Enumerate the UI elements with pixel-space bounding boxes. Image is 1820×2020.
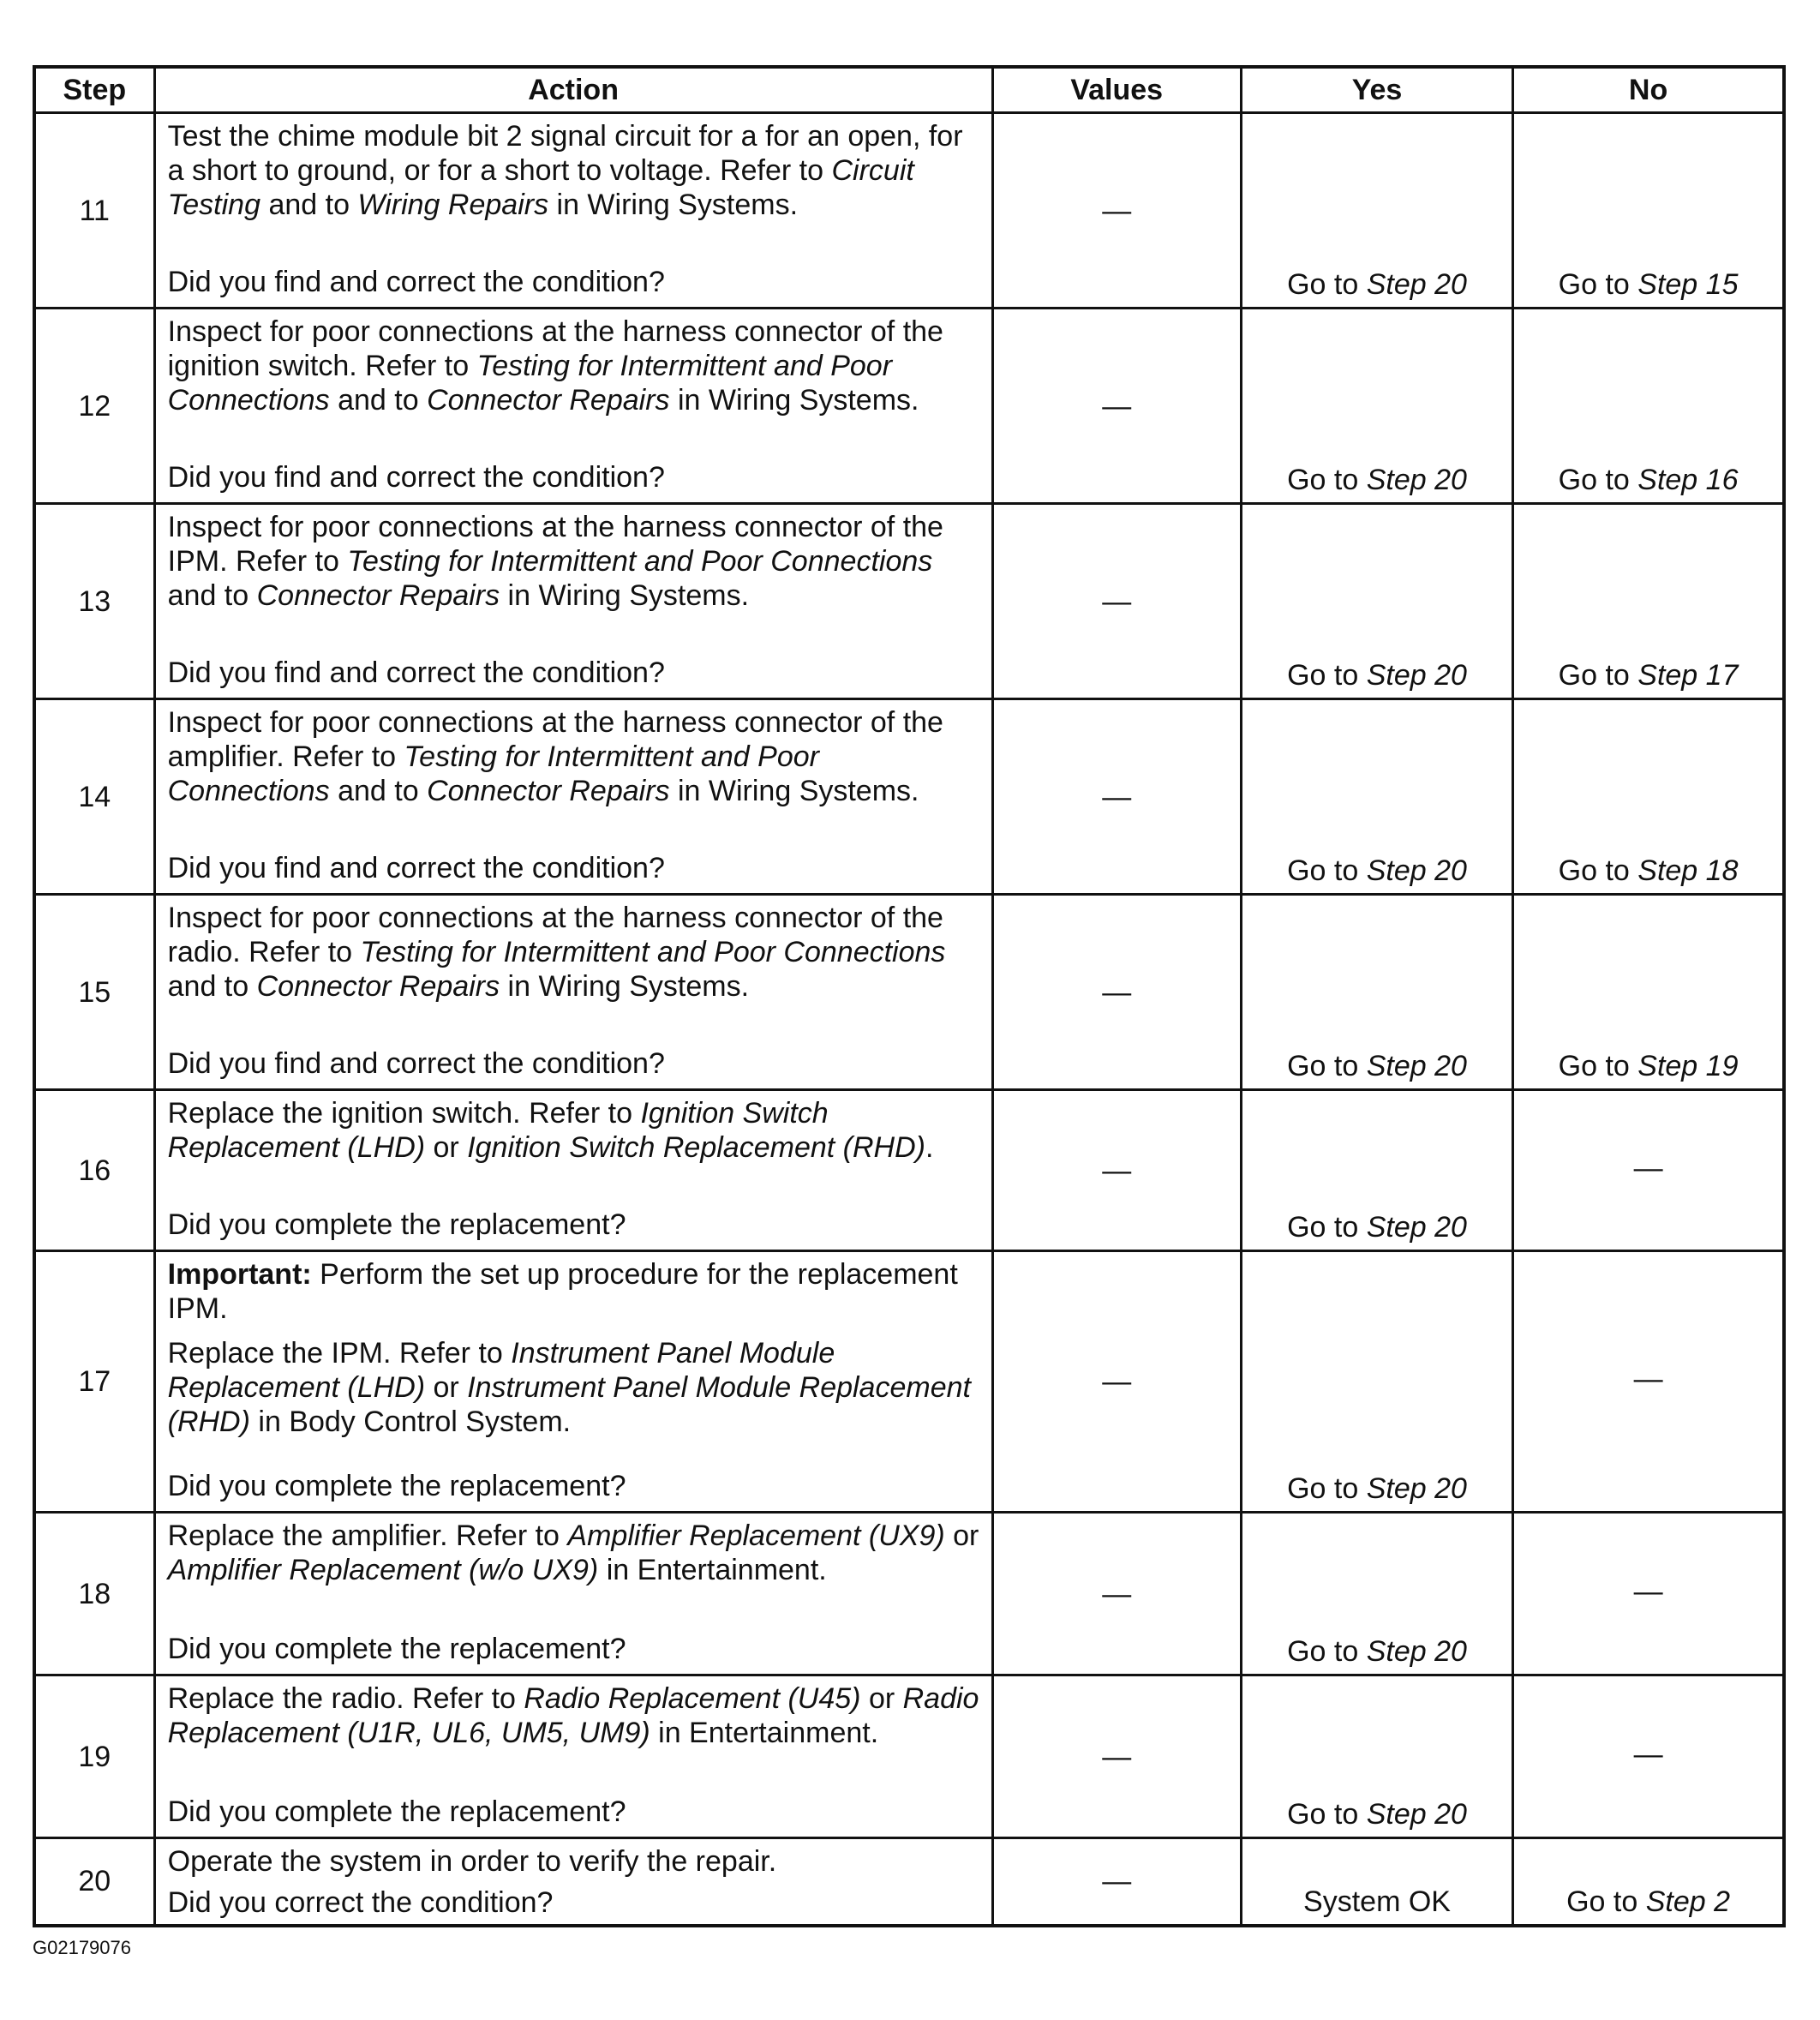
step-number: 11 — [34, 113, 154, 309]
reference-link-text: Circuit Testing — [167, 154, 914, 221]
action-paragraph — [168, 510, 983, 613]
values-cell: — — [992, 309, 1241, 504]
goto-step-reference: Step 18 — [1637, 854, 1739, 887]
no-outcome — [1513, 895, 1784, 1090]
header-yes: Yes — [1241, 67, 1512, 113]
action-text-segment: in Wiring Systems. — [500, 579, 750, 612]
action-question: Did you correct the condition? — [167, 1886, 554, 1919]
action-paragraph — [168, 1519, 983, 1587]
action-cell — [154, 1251, 992, 1513]
step-number: 13 — [34, 504, 154, 699]
goto-label: Go to — [1558, 659, 1638, 692]
reference-link-text: Testing for Intermittent and Poor Connections — [167, 740, 819, 807]
yes-outcome — [1241, 309, 1512, 504]
figure-id: G02179076 — [33, 1937, 131, 1958]
goto-step-reference: Step 20 — [1366, 1211, 1467, 1244]
goto-step — [1287, 659, 1467, 692]
action-cell — [154, 1675, 992, 1838]
goto-step-reference: Step 20 — [1366, 659, 1467, 692]
action-text — [168, 1844, 983, 1879]
goto-step-reference: Step 16 — [1637, 464, 1739, 496]
header-action: Action — [154, 67, 992, 113]
action-cell — [154, 504, 992, 699]
reference-link-text: Connector Repairs — [256, 579, 500, 612]
action-text — [168, 315, 983, 417]
goto-step-reference: Step 20 — [1366, 1798, 1467, 1831]
goto-step — [1566, 1885, 1730, 1918]
goto-label: Go to — [1558, 268, 1638, 301]
reference-link-text: Instrument Panel Module Replacement (RHD) — [167, 1371, 971, 1438]
action-text-segment: Inspect for poor connections at the harness connector of the IPM. Refer to — [167, 511, 943, 578]
action-question: Did you find and correct the condition? — [167, 656, 665, 689]
action-paragraph — [168, 315, 983, 417]
values-cell: — — [992, 504, 1241, 699]
reference-link-text: Instrument Panel Module Replacement (LHD) — [167, 1337, 835, 1404]
goto-label: Go to — [1287, 268, 1367, 301]
goto-step — [1287, 1472, 1467, 1505]
action-question: Did you find and correct the condition? — [167, 266, 665, 298]
goto-label: Go to — [1566, 1885, 1646, 1918]
yes-outcome — [1241, 1675, 1512, 1838]
goto-step-reference: Step 20 — [1366, 268, 1467, 301]
action-paragraph — [168, 1257, 983, 1326]
table-row — [34, 309, 1784, 504]
header-row — [34, 67, 1784, 113]
important-label: Important: — [167, 1258, 312, 1291]
goto-step — [1287, 1211, 1467, 1244]
action-text-segment: Inspect for poor connections at the harness connector of the ignition switch. Refer to — [167, 315, 943, 382]
action-text-segment: Perform the set up procedure for the replacement IPM. — [167, 1258, 958, 1325]
action-content — [156, 1676, 991, 1834]
goto-label: Go to — [1287, 854, 1367, 887]
header-values: Values — [992, 67, 1241, 113]
goto-step-reference: Step 19 — [1637, 1050, 1739, 1082]
no-outcome: — — [1513, 1251, 1784, 1513]
yes-outcome — [1241, 699, 1512, 895]
goto-step — [1287, 268, 1467, 301]
reference-link-text: Testing for Intermittent and Poor Connections — [347, 545, 933, 578]
goto-step-reference: Step 20 — [1366, 1472, 1467, 1505]
step-number: 16 — [34, 1090, 154, 1251]
action-text-segment: in Body Control System. — [249, 1406, 572, 1438]
reference-link-text: Connector Repairs — [427, 775, 670, 807]
yes-outcome — [1241, 1251, 1512, 1513]
goto-step — [1559, 268, 1739, 301]
action-text-segment: Replace the amplifier. Refer to — [167, 1519, 568, 1552]
no-outcome — [1513, 309, 1784, 504]
goto-step-reference: Step 15 — [1637, 268, 1739, 301]
goto-label: Go to — [1287, 1472, 1367, 1505]
values-cell: — — [992, 895, 1241, 1090]
goto-step-reference: Step 20 — [1366, 1635, 1467, 1668]
reference-link-text: Radio Replacement (U45) — [524, 1682, 861, 1715]
no-outcome — [1513, 699, 1784, 895]
action-content — [156, 1091, 991, 1247]
step-number: 14 — [34, 699, 154, 895]
goto-step-reference: Step 20 — [1366, 464, 1467, 496]
step-number: 12 — [34, 309, 154, 504]
action-text-segment: or — [944, 1519, 979, 1552]
action-question: Did you find and correct the condition? — [167, 1047, 665, 1080]
reference-link-text: Amplifier Replacement (UX9) — [567, 1519, 945, 1552]
step-number: 17 — [34, 1251, 154, 1513]
action-paragraph — [168, 1096, 983, 1165]
reference-link-text: Ignition Switch Replacement (RHD) — [467, 1131, 925, 1164]
action-paragraph — [168, 1681, 983, 1750]
action-text — [168, 119, 983, 222]
action-question: Did you complete the replacement? — [167, 1795, 626, 1828]
goto-step — [1559, 659, 1739, 692]
no-outcome — [1513, 113, 1784, 309]
values-cell: — — [992, 1675, 1241, 1838]
action-text-segment: or — [425, 1131, 468, 1164]
goto-step — [1559, 854, 1739, 887]
action-text — [168, 1519, 983, 1587]
goto-label: Go to — [1558, 854, 1638, 887]
step-number: 18 — [34, 1513, 154, 1675]
values-cell: — — [992, 1838, 1241, 1926]
no-outcome: — — [1513, 1513, 1784, 1675]
action-text-segment: in Wiring Systems. — [669, 384, 919, 417]
action-text-segment: and to — [329, 384, 428, 417]
action-text — [168, 510, 983, 613]
header-step: Step — [34, 67, 154, 113]
reference-link-text: Radio Replacement (U1R, UL6, UM5, UM9) — [167, 1682, 979, 1749]
goto-step — [1287, 1635, 1467, 1668]
goto-label: Go to — [1287, 464, 1367, 496]
values-cell: — — [992, 699, 1241, 895]
action-question: Did you find and correct the condition? — [167, 852, 665, 884]
reference-link-text: Ignition Switch Replacement (LHD) — [167, 1097, 829, 1164]
reference-link-text: Testing for Intermittent and Poor Connections — [167, 350, 893, 417]
goto-label: Go to — [1558, 1050, 1638, 1082]
values-cell: — — [992, 1251, 1241, 1513]
action-content — [156, 700, 991, 890]
action-text-segment: in Wiring Systems. — [548, 189, 799, 221]
action-content — [156, 505, 991, 695]
table-row — [34, 113, 1784, 309]
action-paragraph — [168, 1844, 983, 1879]
action-cell — [154, 699, 992, 895]
goto-step — [1287, 1050, 1467, 1082]
goto-label: Go to — [1558, 464, 1638, 496]
reference-link-text: Connector Repairs — [256, 970, 500, 1003]
goto-step — [1559, 1050, 1739, 1082]
goto-label: Go to — [1287, 1798, 1367, 1831]
action-content — [156, 309, 991, 500]
action-cell — [154, 309, 992, 504]
action-text-segment: in Entertainment. — [598, 1554, 827, 1586]
no-outcome — [1513, 504, 1784, 699]
action-paragraph — [168, 901, 983, 1004]
table-row — [34, 1675, 1784, 1838]
goto-label: Go to — [1287, 1050, 1367, 1082]
table-row — [34, 1251, 1784, 1513]
no-outcome: — — [1513, 1090, 1784, 1251]
action-text-segment: in Wiring Systems. — [669, 775, 919, 807]
action-text — [168, 705, 983, 808]
goto-label: Go to — [1287, 659, 1367, 692]
action-text-segment: or — [425, 1371, 468, 1404]
action-paragraph — [168, 705, 983, 808]
reference-link-text: Connector Repairs — [427, 384, 670, 417]
action-text-segment: Replace the IPM. Refer to — [167, 1337, 512, 1370]
goto-step-reference: Step 17 — [1637, 659, 1739, 692]
step-number: 15 — [34, 895, 154, 1090]
action-content — [156, 896, 991, 1086]
action-cell — [154, 113, 992, 309]
table-body — [34, 113, 1784, 1926]
action-text-segment: in Wiring Systems. — [500, 970, 750, 1003]
no-outcome: — — [1513, 1675, 1784, 1838]
action-content — [156, 1514, 991, 1671]
table-row — [34, 1513, 1784, 1675]
action-text-segment: Operate the system in order to verify the repair. — [167, 1845, 777, 1878]
action-text — [168, 1681, 983, 1750]
yes-outcome — [1241, 1513, 1512, 1675]
no-outcome — [1513, 1838, 1784, 1926]
action-cell — [154, 1090, 992, 1251]
values-cell: — — [992, 1090, 1241, 1251]
action-cell — [154, 1838, 992, 1926]
action-cell — [154, 1513, 992, 1675]
action-text-segment: Test the chime module bit 2 signal circuit for a for an open, for a short to ground, or for a short to voltage. Refer to — [167, 120, 963, 187]
reference-link-text: Testing for Intermittent and Poor Connections — [360, 936, 946, 968]
action-text-segment: Replace the radio. Refer to — [167, 1682, 524, 1715]
action-paragraph — [168, 1336, 983, 1439]
action-text — [168, 1257, 983, 1439]
goto-step-reference: Step 2 — [1645, 1885, 1731, 1918]
action-text-segment: and to — [167, 579, 257, 612]
action-text-segment: and to — [167, 970, 257, 1003]
yes-outcome — [1241, 1090, 1512, 1251]
goto-step — [1559, 464, 1739, 496]
yes-outcome: System OK — [1241, 1838, 1512, 1926]
action-content — [156, 1839, 991, 1921]
goto-step — [1287, 854, 1467, 887]
action-question: Did you complete the replacement? — [167, 1208, 626, 1241]
goto-label: Go to — [1287, 1635, 1367, 1668]
action-paragraph — [168, 119, 983, 222]
action-text-segment: . — [925, 1131, 934, 1164]
header-no: No — [1513, 67, 1784, 113]
action-text — [168, 1096, 983, 1165]
goto-step — [1287, 1798, 1467, 1831]
action-cell — [154, 895, 992, 1090]
goto-step-reference: Step 20 — [1366, 1050, 1467, 1082]
action-text-segment: and to — [260, 189, 358, 221]
values-cell: — — [992, 1513, 1241, 1675]
values-cell: — — [992, 113, 1241, 309]
action-text-segment: Inspect for poor connections at the harness connector of the amplifier. Refer to — [167, 706, 943, 773]
goto-step — [1287, 464, 1467, 496]
table-row — [34, 1838, 1784, 1926]
goto-label: Go to — [1287, 1211, 1367, 1244]
action-text-segment: or — [860, 1682, 903, 1715]
action-text-segment: in Entertainment. — [650, 1717, 879, 1749]
table-row — [34, 1090, 1784, 1251]
action-content — [156, 1252, 991, 1508]
table-row — [34, 504, 1784, 699]
table-row — [34, 895, 1784, 1090]
reference-link-text: Wiring Repairs — [357, 189, 549, 221]
goto-step-reference: Step 20 — [1366, 854, 1467, 887]
action-text — [168, 901, 983, 1004]
step-number: 19 — [34, 1675, 154, 1838]
yes-outcome — [1241, 113, 1512, 309]
diagnostic-table — [33, 65, 1786, 1927]
action-text-segment: and to — [329, 775, 428, 807]
yes-outcome — [1241, 895, 1512, 1090]
action-question: Did you find and correct the condition? — [167, 461, 665, 494]
table-row — [34, 699, 1784, 895]
action-text-segment: Inspect for poor connections at the harness connector of the radio. Refer to — [167, 902, 943, 968]
reference-link-text: Amplifier Replacement (w/o UX9) — [167, 1554, 599, 1586]
action-text-segment: Replace the ignition switch. Refer to — [167, 1097, 641, 1130]
action-question: Did you complete the replacement? — [167, 1470, 626, 1502]
step-number: 20 — [34, 1838, 154, 1926]
yes-outcome — [1241, 504, 1512, 699]
action-question: Did you complete the replacement? — [167, 1633, 626, 1665]
action-content — [156, 114, 991, 304]
